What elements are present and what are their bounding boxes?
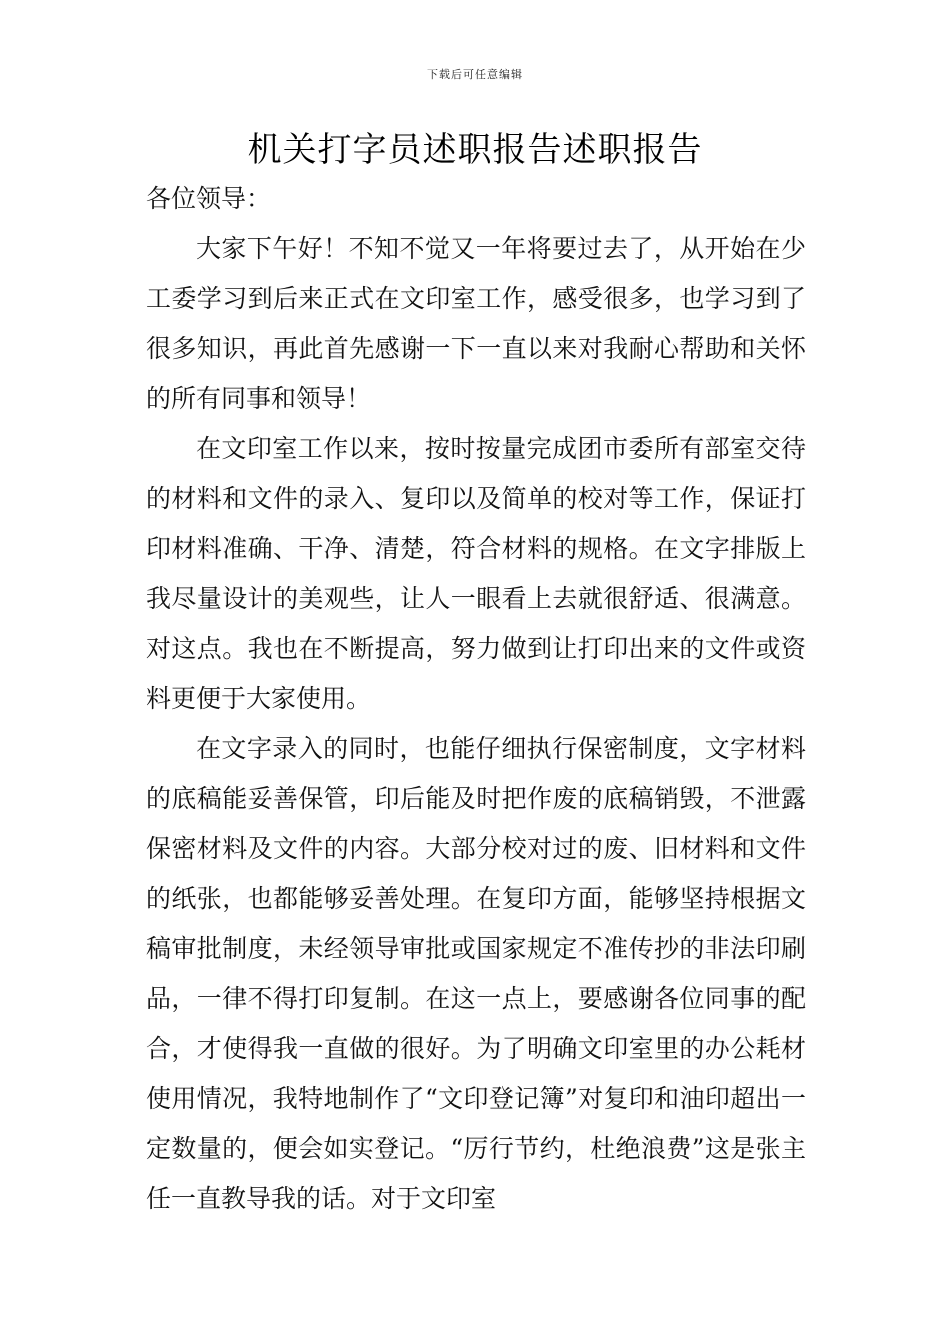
salutation: 各位领导： [146, 184, 272, 213]
paragraph-1: 大家下午好！不知不觉又一年将要过去了，从开始在少工委学习到后来正式在文印室工作，感受很多，也学习到了很多知识，再此首先感谢一下一直以来对我耐心帮助和关怀的所有同事和领导！ [146, 234, 806, 413]
paragraph-3: 在文字录入的同时，也能仔细执行保密制度，文字材料的底稿能妥善保管，印后能及时把作废的底稿销毁，不泄露保密材料及文件的内容。大部分校对过的废、旧材料和文件的纸张，也都能够妥善处理。在复印方面，能够坚持根据文稿审批制度，未经领导审批或国家规定不准传抄的非法印刷品，一律不得打印复制。在这一点上，要感谢各位同事的配合，才使得我一直做的很好。为了明确文印室里的办公耗材使用情况，我特地制作了“文印登记簿”对复印和油印超出一定数量的，便会如实登记。“厉行节约，杜绝浪费”这是张主任一直教导我的话。对于文印室 [146, 734, 806, 1213]
paragraph-2: 在文印室工作以来，按时按量完成团市委所有部室交待的材料和文件的录入、复印以及简单的校对等工作，保证打印材料准确、干净、清楚，符合材料的规格。在文字排版上我尽量设计的美观些，让人一眼看上去就很舒适、很满意。对这点。我也在不断提高，努力做到让打印出来的文件或资料更便于大家使用。 [146, 434, 806, 713]
document-body [146, 174, 806, 1224]
header-note: 下载后可任意编辑 [427, 68, 523, 81]
document-title: 机关打字员述职报告述职报告 [247, 130, 703, 170]
